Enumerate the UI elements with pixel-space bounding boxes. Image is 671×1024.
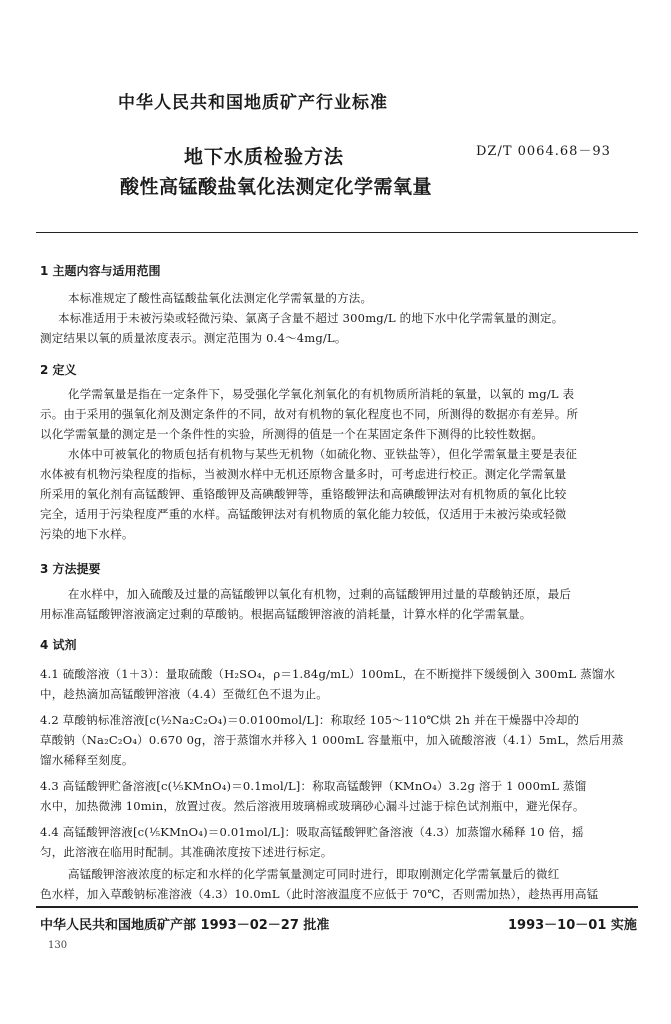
paragraph-line: 匀，此溶液在临用时配制。其准确浓度按下述进行标定。 — [40, 845, 333, 859]
implementation-date: 1993－10－01 实施 — [508, 918, 637, 933]
paragraph-line: 污染的地下水样。 — [40, 527, 134, 541]
section-4-3 — [40, 776, 638, 816]
document-title-line1: 地下水质检验方法 — [184, 146, 345, 168]
paragraph-line: 4.1 硫酸溶液（1＋3）：量取硫酸（H₂SO₄，ρ＝1.84g/mL）100mL，在不断搅拌下缓缓倒入 300mL 蒸馏水 — [40, 667, 616, 681]
paragraph-line: 色水样，加入草酸钠标准溶液（4.3）10.0mL（此时溶液温度不应低于 70℃，否则需加热），趁热再用高锰 — [40, 887, 599, 901]
section-1-heading: 1 主题内容与适用范围 — [40, 264, 161, 278]
paragraph-line: 4.3 高锰酸钾贮备溶液[c(⅕KMnO₄)＝0.1mol/L]：称取高锰酸钾（KMnO₄）3.2g 溶于 1 000mL 蒸馏 — [40, 779, 587, 793]
paragraph-line: 所采用的氧化剂有高锰酸钾、重铬酸钾及高碘酸钾等，重铬酸钾法和高碘酸钾法对有机物质的氧化比较 — [40, 487, 567, 501]
section-3-body — [40, 584, 638, 624]
section-2-heading: 2 定义 — [40, 363, 77, 377]
page-number: 130 — [48, 940, 68, 951]
paragraph-line: 化学需氧量是指在一定条件下，易受强化学氧化剂氧化的有机物质所消耗的氧量，以氧的 mg/L 表 — [68, 387, 575, 401]
footer-rule — [36, 906, 638, 908]
section-3-heading: 3 方法提要 — [40, 562, 101, 576]
paragraph-line: 草酸钠（Na₂C₂O₄）0.670 0g，溶于蒸馏水并移入 1 000mL 容量瓶中，加入硫酸溶液（4.1）5mL，然后用蒸 — [40, 733, 624, 747]
paragraph-line: 馏水稀释至刻度。 — [40, 753, 134, 767]
paragraph-line: 本标准适用于未被污染或轻微污染、氯离子含量不超过 300mg/L 的地下水中化学需氧量的测定。 — [58, 311, 564, 325]
section-4-4 — [40, 822, 638, 862]
paragraph-line: 测定结果以氧的质量浓度表示。测定范围为 0.4～4mg/L。 — [40, 331, 347, 345]
paragraph-line: 在水样中，加入硫酸及过量的高锰酸钾以氧化有机物，过剩的高锰酸钾用过量的草酸钠还原，最后 — [68, 587, 572, 601]
standard-category: 中华人民共和国地质矿产行业标准 — [118, 93, 388, 113]
document-title-line2: 酸性高锰酸盐氧化法测定化学需氧量 — [120, 176, 433, 198]
section-4-heading: 4 试剂 — [40, 638, 77, 652]
section-4-1 — [40, 664, 638, 704]
paragraph-line: 4.2 草酸钠标准溶液[c(½Na₂C₂O₄)＝0.0100mol/L]：称取经 105～110℃烘 2h 并在干燥器中冷却的 — [40, 713, 580, 727]
standard-code: DZ/T 0064.68－93 — [476, 144, 611, 159]
section-4-2 — [40, 710, 638, 770]
section-2-body — [40, 384, 638, 544]
approval-note: 中华人民共和国地质矿产部 1993－02－27 批准 — [40, 918, 330, 933]
paragraph-line: 水体中可被氧化的物质包括有机物与某些无机物（如硫化物、亚铁盐等），但化学需氧量主要是表征 — [68, 447, 578, 461]
paragraph-line: 完全，适用于污染程度严重的水样。高锰酸钾法对有机物质的氧化能力较低，仅适用于未被污染或轻微 — [40, 507, 567, 521]
paragraph-line: 用标准高锰酸钾溶液滴定过剩的草酸钠。根据高锰酸钾溶液的消耗量，计算水样的化学需氧量。 — [40, 607, 532, 621]
paragraph-line: 水体被有机物污染程度的指标，当被测水样中无机还原物含量多时，可考虑进行校正。测定化学需氧量 — [40, 467, 567, 481]
paragraph-line: 示。由于采用的强氧化剂及测定条件的不同，故对有机物的氧化程度也不同，所测得的数据亦有差异。所 — [40, 407, 579, 421]
paragraph-line: 4.4 高锰酸钾溶液[c(⅕KMnO₄)＝0.01mol/L]：吸取高锰酸钾贮备溶液（4.3）加蒸馏水稀释 10 倍，摇 — [40, 825, 584, 839]
paragraph-line: 本标准规定了酸性高锰酸盐氧化法测定化学需氧量的方法。 — [68, 291, 373, 305]
header-rule — [36, 232, 638, 233]
section-1-body — [40, 288, 638, 348]
paragraph-line: 高锰酸钾溶液浓度的标定和水样的化学需氧量测定可同时进行，即取刚测定化学需氧量后的微红 — [68, 867, 560, 881]
section-4-5 — [40, 864, 638, 904]
paragraph-line: 以化学需氧量的测定是一个条件性的实验，所测得的值是一个在某固定条件下测得的比较性数据。 — [40, 427, 544, 441]
paragraph-line: 水中，加热微沸 10min，放置过夜。然后溶液用玻璃棉或玻璃砂心漏斗过滤于棕色试剂瓶中，避光保存。 — [40, 799, 585, 813]
paragraph-line: 中，趁热滴加高锰酸钾溶液（4.4）至微红色不退为止。 — [40, 687, 328, 701]
